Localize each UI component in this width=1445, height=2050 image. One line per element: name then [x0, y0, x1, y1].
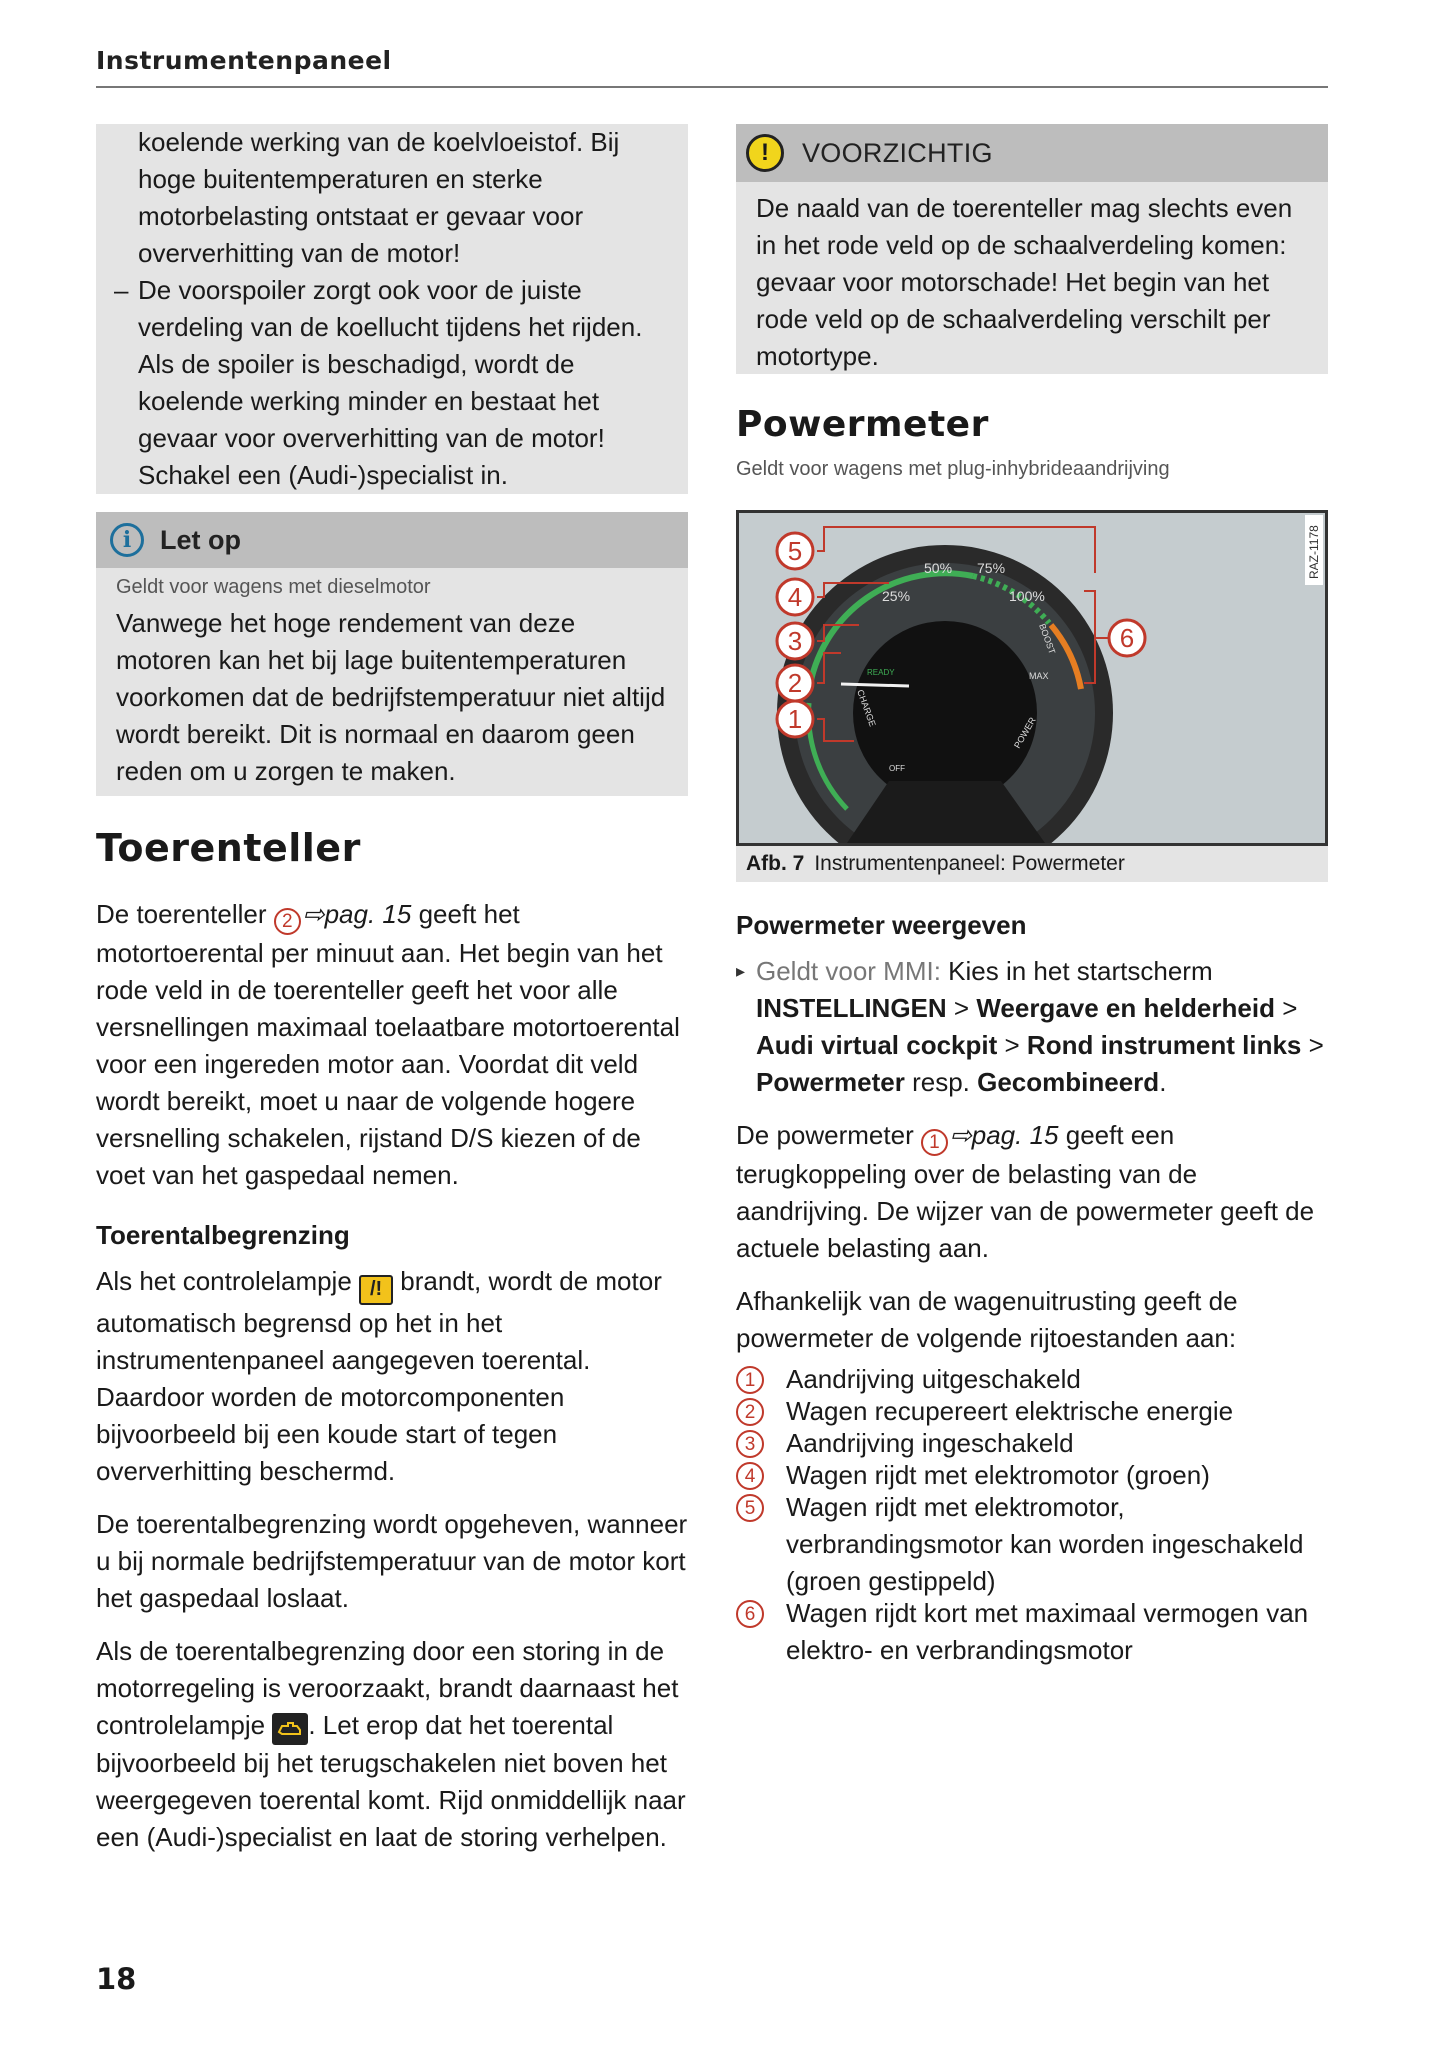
list-number: 4 — [736, 1462, 764, 1490]
section-title-powermeter: Powermeter — [736, 404, 989, 445]
list-number: 6 — [736, 1600, 764, 1628]
menu-path-rond-instrument: Rond instrument links — [1026, 1030, 1302, 1060]
section-title-toerenteller: Toerenteller — [96, 826, 361, 870]
callout-5-label: 5 — [787, 536, 803, 566]
label-charge: CHARGE — [855, 688, 878, 728]
text-run: resp. — [912, 1067, 970, 1097]
toerenteller-section — [96, 896, 688, 1856]
text-run: geeft het motortoerental per minuut aan. Het begin van het rode veld in de toerenteller geeft het voor alle versnellingen maximaal toelaatbare motortoerental voor een ingereden motor aan. Voordat dit veld wordt bereikt, moet u naar de volgende hogere versnelling schakelen, rijstand D/S kiezen of de voet van het gaspedaal nemen. — [96, 899, 680, 1190]
caution-title: VOORZICHTIG — [802, 137, 993, 168]
continuation-box — [96, 124, 688, 494]
page-reference-link[interactable]: ⇨pag. 15 — [302, 899, 412, 929]
powermeter-illustration — [739, 513, 1325, 843]
list-item — [736, 1595, 1328, 1669]
toerenteller-paragraph-3: De toerentalbegrenzing wordt opgeheven, wanneer u bij normale bedrijfstemperatuur van de motor kort het gaspedaal loslaat. — [96, 1508, 688, 1613]
step-marker: ▸ — [736, 961, 746, 981]
continuation-bullet — [96, 272, 688, 494]
instruction-step: ▸ Geldt voor MMI: Kies in het startscherm INSTELLINGEN > Weergave en helderheid > Audi virtual cockpit > Rond instrument links > Powermeter resp. Gecombineerd. — [736, 953, 1328, 1101]
gauge-needle — [841, 684, 909, 686]
caution-box — [736, 124, 1328, 374]
note-title: Let op — [160, 524, 241, 555]
scale-50: 50% — [924, 560, 953, 576]
text-run: Als de toerentalbegrenzing door een storing in de motorregeling is veroorzaakt, brandt daarnaast het controlelampje — [96, 1635, 679, 1740]
callout-2-label: 2 — [787, 668, 803, 698]
menu-path-cockpit: Audi virtual cockpit — [756, 1030, 998, 1060]
label-max: MAX — [1029, 671, 1049, 681]
figure-code: RAZ-1178 — [1307, 525, 1321, 579]
continuation-text: koelende werking van de koelvloeistof. Bij hoge buitentemperaturen en sterke motorbelasting ontstaat er gevaar voor oververhitting van de motor! — [138, 127, 620, 268]
label-ready: READY — [867, 668, 895, 677]
path-separator: > — [1308, 1030, 1324, 1060]
text-run: Als het controlelampje — [96, 1266, 352, 1296]
callout-3-label: 3 — [787, 626, 803, 656]
scale-75: 75% — [977, 560, 1006, 576]
menu-path-weergave: Weergave en helderheid — [976, 993, 1275, 1023]
callout-number: 2 — [274, 908, 301, 935]
note-applies: Geldt voor wagens met dieselmotor — [116, 576, 431, 598]
powermeter-paragraph-2: Afhankelijk van de wagenuitrusting geeft de powermeter de volgende rijtoestanden aan: — [736, 1286, 1238, 1353]
caption-text: Instrumentenpaneel: Powermeter — [814, 852, 1125, 875]
menu-path-instellingen: INSTELLINGEN — [756, 993, 947, 1023]
list-number: 3 — [736, 1430, 764, 1458]
header-rule — [96, 86, 1328, 88]
callout-number: 1 — [921, 1129, 948, 1156]
caution-header — [736, 124, 1328, 182]
engine-control-warning-icon — [272, 1713, 308, 1745]
list-text: Wagen rijdt kort met maximaal vermogen van elektro- en verbrandingsmotor — [786, 1598, 1309, 1665]
menu-path-powermeter: Powermeter — [756, 1067, 905, 1097]
text-run: Kies in het startscherm — [948, 956, 1213, 986]
callout-6-label: 6 — [1119, 623, 1135, 653]
label-off: OFF — [889, 764, 905, 773]
menu-path-gecombineerd: Gecombineerd — [977, 1067, 1160, 1097]
path-separator: > — [1004, 1030, 1020, 1060]
list-text: Wagen rijdt met elektromotor, verbrandingsmotor kan worden ingeschakeld (groen gestippeld) — [786, 1492, 1304, 1596]
caution-body: De naald van de toerenteller mag slechts even in het rode veld op de schaalverdeling komen: gevaar voor motorschade! Het begin van het rode veld op de schaalverdeling verschilt per motortype. — [756, 193, 1293, 371]
list-text: Aandrijving ingeschakeld — [786, 1428, 1074, 1458]
text-run: . Let erop dat het toerental bijvoorbeeld bij het terugschakelen niet boven het weergegeven toerental komt. Rijd onmiddellijk naar een (Audi-)specialist en laat de storing verhelpen. — [96, 1709, 686, 1852]
page-reference-link[interactable]: ⇨pag. 15 — [949, 1120, 1059, 1150]
page-number: 18 — [96, 1962, 137, 1996]
text-run: brandt, wordt de motor automatisch begrensd op het in het instrumentenpaneel aangegeven toerental. Daardoor worden de motorcomponenten bijvoorbeeld bij een koude start of tegen oververhitting beschermd. — [96, 1266, 662, 1486]
gauge-center — [853, 621, 1037, 805]
toerenteller-paragraph-4 — [96, 1633, 688, 1856]
list-number: 5 — [736, 1494, 764, 1522]
list-number: 1 — [736, 1366, 764, 1394]
callout-1-label: 1 — [787, 704, 803, 734]
label-boost: BOOST — [1037, 622, 1058, 656]
note-body: Vanwege het hoge rendement van deze motoren kan het bij lage buitentemperaturen voorkomen dat de bedrijfstemperatuur niet altijd wordt bereikt. Dit is normaal en daarom geen reden om u zorgen te maken. — [116, 608, 666, 786]
subheading-powermeter-weergeven: Powermeter weergeven — [736, 910, 1027, 940]
text-run: De powermeter — [736, 1120, 914, 1150]
rpm-limit-warning-icon: /! — [359, 1275, 393, 1305]
list-number: 2 — [736, 1398, 764, 1426]
scale-25: 25% — [882, 588, 911, 604]
path-separator: > — [1282, 993, 1298, 1023]
powermeter-section — [736, 910, 1328, 1669]
powermeter-applies: Geldt voor wagens met plug-inhybrideaandrijving — [736, 458, 1170, 480]
step-applies: Geldt voor MMI: — [756, 956, 941, 986]
path-separator: > — [953, 993, 970, 1023]
list-text: Wagen recupereert elektrische energie — [786, 1396, 1234, 1426]
note-box — [96, 512, 688, 796]
list-text: Aandrijving uitgeschakeld — [786, 1364, 1081, 1394]
caption-label: Afb. 7 — [746, 852, 805, 875]
callout-4-label: 4 — [787, 582, 803, 612]
toerenteller-paragraph-1 — [96, 896, 688, 1194]
list-item — [736, 1489, 1328, 1600]
continuation-bullet-text: De voorspoiler zorgt ook voor de juiste verdeling van de koellucht tijdens het rijden. Als de spoiler is beschadigd, wordt de koelende werking minder en bestaat het gevaar voor oververhitting van de motor! Schakel een (Audi-)specialist in. — [138, 275, 643, 490]
dash-marker: – — [114, 275, 129, 305]
powermeter-figure — [736, 510, 1328, 846]
text-run: De toerenteller — [96, 899, 267, 929]
warning-icon: ! — [746, 134, 784, 172]
figure-caption — [736, 846, 1328, 882]
label-power: POWER — [1012, 715, 1038, 750]
running-header: Instrumentenpaneel — [96, 46, 392, 75]
list-text: Wagen rijdt met elektromotor (groen) — [786, 1460, 1210, 1490]
note-header — [96, 512, 688, 568]
info-icon: i — [110, 523, 144, 557]
toerenteller-paragraph-2 — [96, 1263, 688, 1490]
subheading-toerentalbegrenzing: Toerentalbegrenzing — [96, 1220, 350, 1250]
text-run: geeft een terugkoppeling over de belasting van de aandrijving. De wijzer van de powermeter geeft de actuele belasting aan. — [736, 1120, 1315, 1263]
powermeter-paragraph-1 — [736, 1117, 1328, 1267]
driving-states-list — [736, 1361, 1328, 1669]
scale-100: 100% — [1009, 588, 1045, 604]
